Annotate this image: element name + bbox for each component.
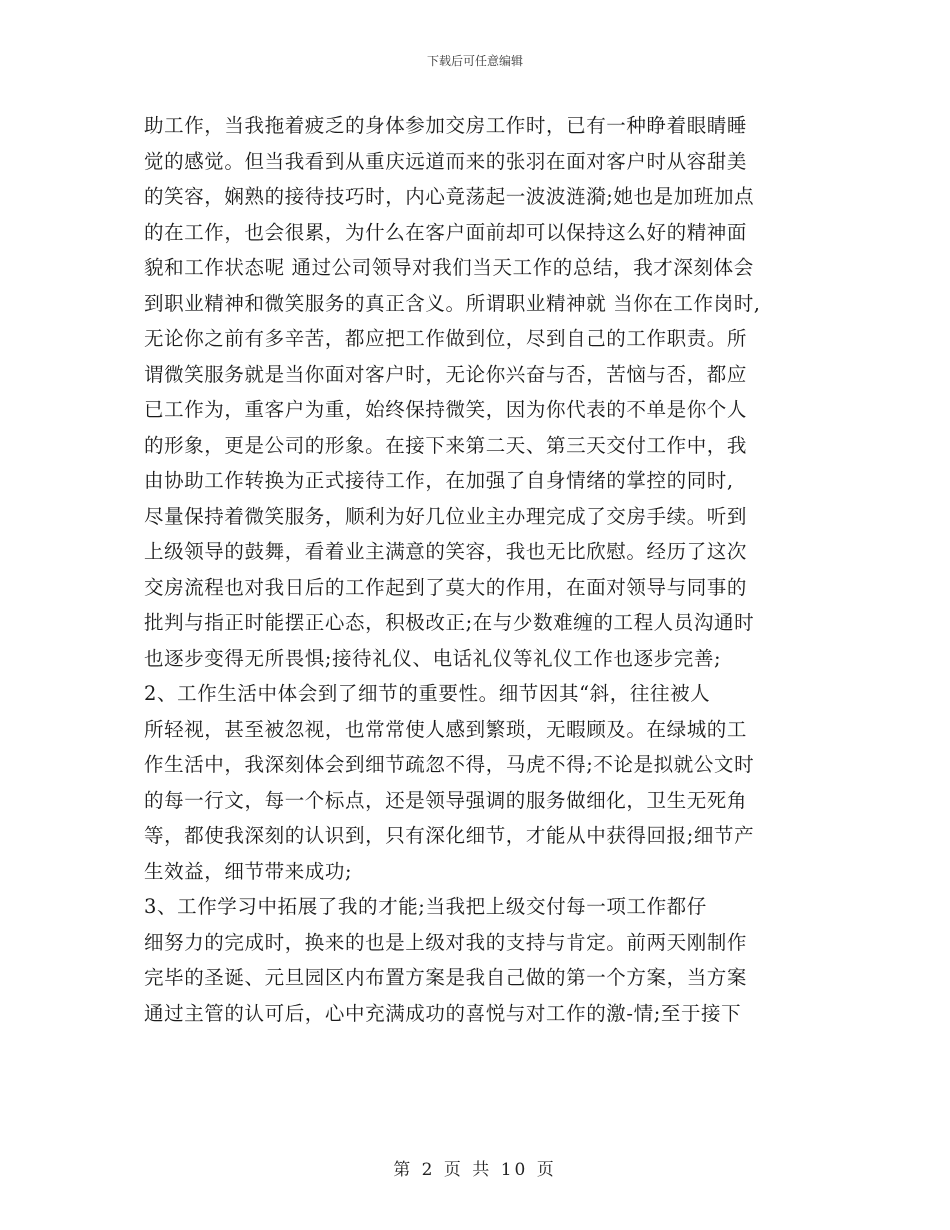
- text-line: 等，都使我深刻的认识到，只有深化细节，才能从中获得回报;细节产: [144, 824, 755, 847]
- text-line: 2、工作生活中体会到了细节的重要性。细节因其“斜，往往被人: [144, 682, 711, 705]
- text-line: 作生活中，我深刻体会到细节疏忽不得，马虎不得;不论是拟就公文时: [144, 753, 755, 776]
- text-line: 所轻视，甚至被忽视，也常常使人感到繁琐，无暇顾及。在绿城的工: [144, 717, 748, 741]
- text-line: 由协助工作转换为正式接待工作，在加强了自身情绪的掌控的同时,: [144, 469, 734, 492]
- page-header: 下载后可任意编辑: [426, 54, 523, 68]
- text-line: 3、工作学习中拓展了我的才能;当我把上级交付每一项工作都仔: [144, 895, 707, 918]
- page-footer: 第 2 页 共 10 页: [393, 1160, 557, 1180]
- text-line: 的每一行文，每一个标点，还是领导强调的服务做细化，卫生无死角: [144, 788, 748, 812]
- text-line: 到职业精神和微笑服务的真正含义。所谓职业精神就 当你在工作岗时,: [144, 291, 761, 315]
- text-line: 批判与指正时能摆正心态，积极改正;在与少数难缠的工程人员沟通时: [144, 611, 755, 634]
- text-line: 也逐步变得无所畏惧;接待礼仪、电话礼仪等礼仪工作也逐步完善;: [144, 646, 722, 670]
- text-line: 无论你之前有多辛苦，都应把工作做到位，尽到自己的工作职责。所: [144, 327, 748, 350]
- text-line: 上级领导的鼓舞，看着业主满意的笑容，我也无比欣慰。经历了这次: [144, 540, 748, 563]
- text-line: 助工作，当我拖着疲乏的身体参加交房工作时，已有一种睁着眼睛睡: [144, 114, 748, 137]
- text-line: 尽量保持着微笑服务，顺利为好几位业主办理完成了交房手续。听到: [144, 504, 748, 528]
- text-line: 生效益，细节带来成功;: [144, 859, 353, 883]
- text-line: 谓微笑服务就是当你面对客户时，无论你兴奋与否，苦恼与否，都应: [144, 362, 748, 386]
- text-line: 的在工作，也会很累，为什么在客户面前却可以保持这么好的精神面: [144, 220, 748, 244]
- text-line: 完毕的圣诞、元旦园区内布置方案是我自己做的第一个方案，当方案: [144, 966, 748, 989]
- text-line: 交房流程也对我日后的工作起到了莫大的作用，在面对领导与同事的: [144, 575, 748, 599]
- text-line: 已工作为，重客户为重，始终保持微笑，因为你代表的不单是你个人: [144, 398, 748, 421]
- text-line: 觉的感觉。但当我看到从重庆远道而来的张羽在面对客户时从容甜美: [144, 149, 748, 173]
- document-body: [144, 108, 824, 1031]
- text-line: 细努力的完成时，换来的也是上级对我的支持与肯定。前两天刚制作: [144, 930, 748, 954]
- text-line: 貌和工作状态呢 通过公司领导对我们当天工作的总结，我才深刻体会: [144, 256, 754, 279]
- text-line: 的形象，更是公司的形象。在接下来第二天、第三天交付工作中，我: [144, 433, 748, 457]
- text-line: 的笑容，娴熟的接待技巧时，内心竟荡起一波波涟漪;她也是加班加点: [144, 185, 755, 208]
- text-line: 通过主管的认可后，心中充满成功的喜悦与对工作的激-情;至于接下: [144, 1001, 742, 1025]
